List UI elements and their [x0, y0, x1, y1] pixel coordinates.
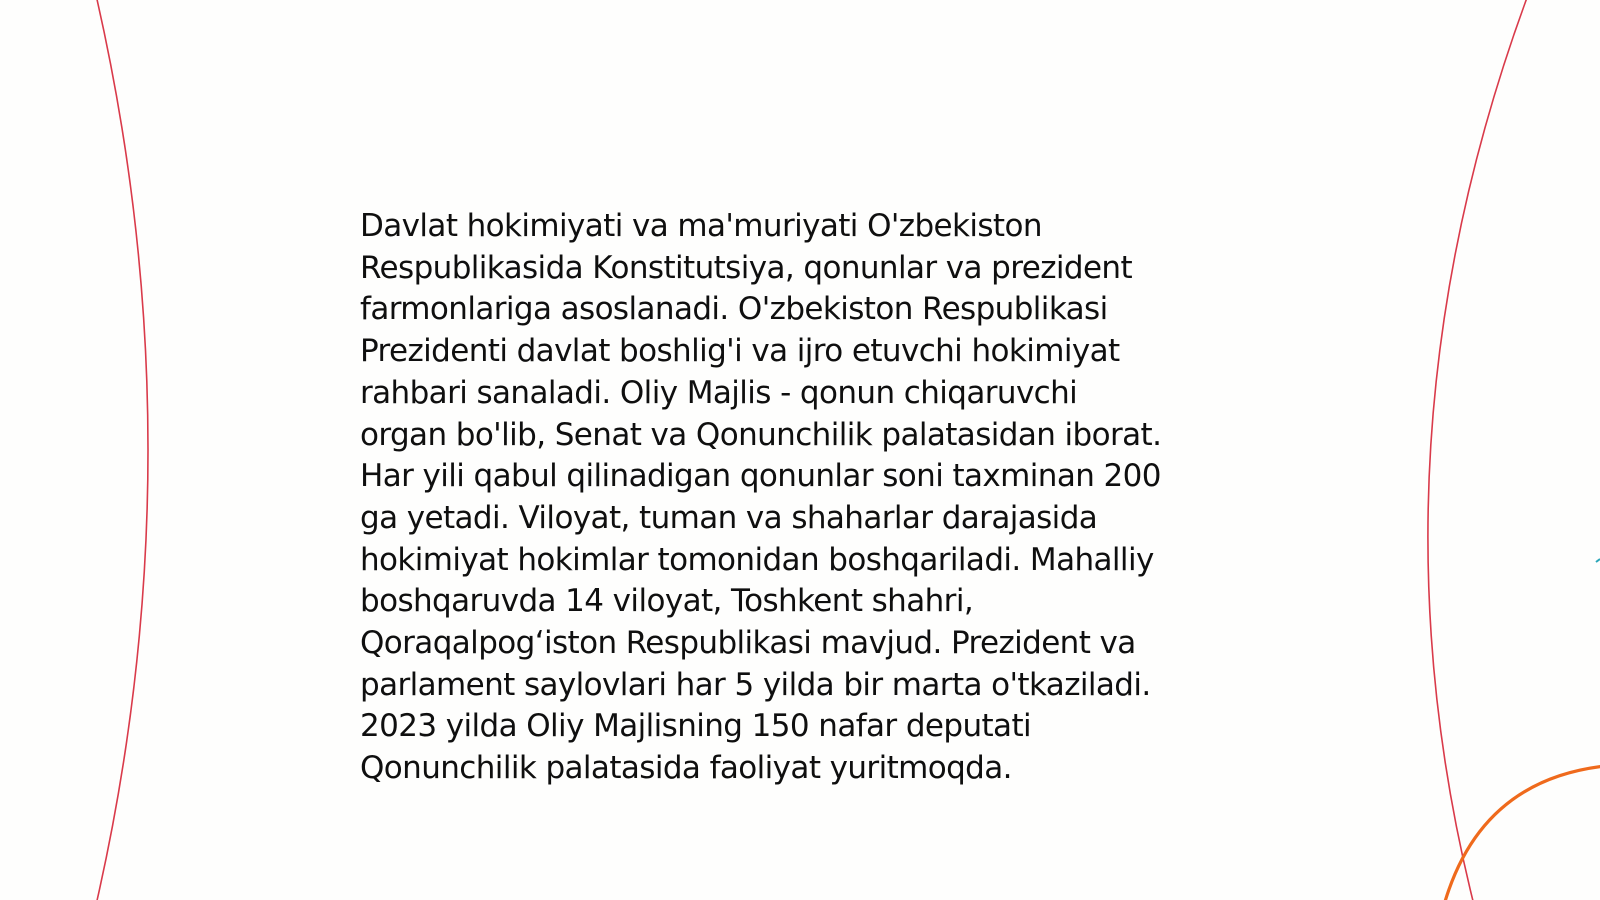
right-edge-teal-mark — [1596, 559, 1600, 562]
left-curve-line — [96, 0, 148, 900]
body-paragraph: Davlat hokimiyati va ma'muriyati O'zbekiston Respublikasida Konstitutsiya, qonunlar va prezident farmonlariga asoslanadi. O'zbekiston Respublikasi Prezidenti davlat boshlig'i va ijro etuvchi hokimiyat rahbari sanaladi. Oliy Majlis - qonun chiqaruvchi organ bo'lib, Senat va Qonunchilik palatasidan iborat. Har yili qabul qilinadigan qonunlar soni taxminan 200 ga yetadi. Viloyat, tuman va shaharlar darajasida hokimiyat hokimlar tomonidan boshqariladi. Mahalliy boshqaruvda 14 viloyat, Toshkent shahri, Qoraqalpog‘iston Respublikasi mavjud. Prezident va parlament saylovlari har 5 yilda bir marta o'tkaziladi. 2023 yilda Oliy Majlisning 150 nafar deputati Qonunchilik palatasida faoliyat yuritmoqda. — [360, 208, 1162, 787]
right-curve-line — [1428, 0, 1528, 900]
